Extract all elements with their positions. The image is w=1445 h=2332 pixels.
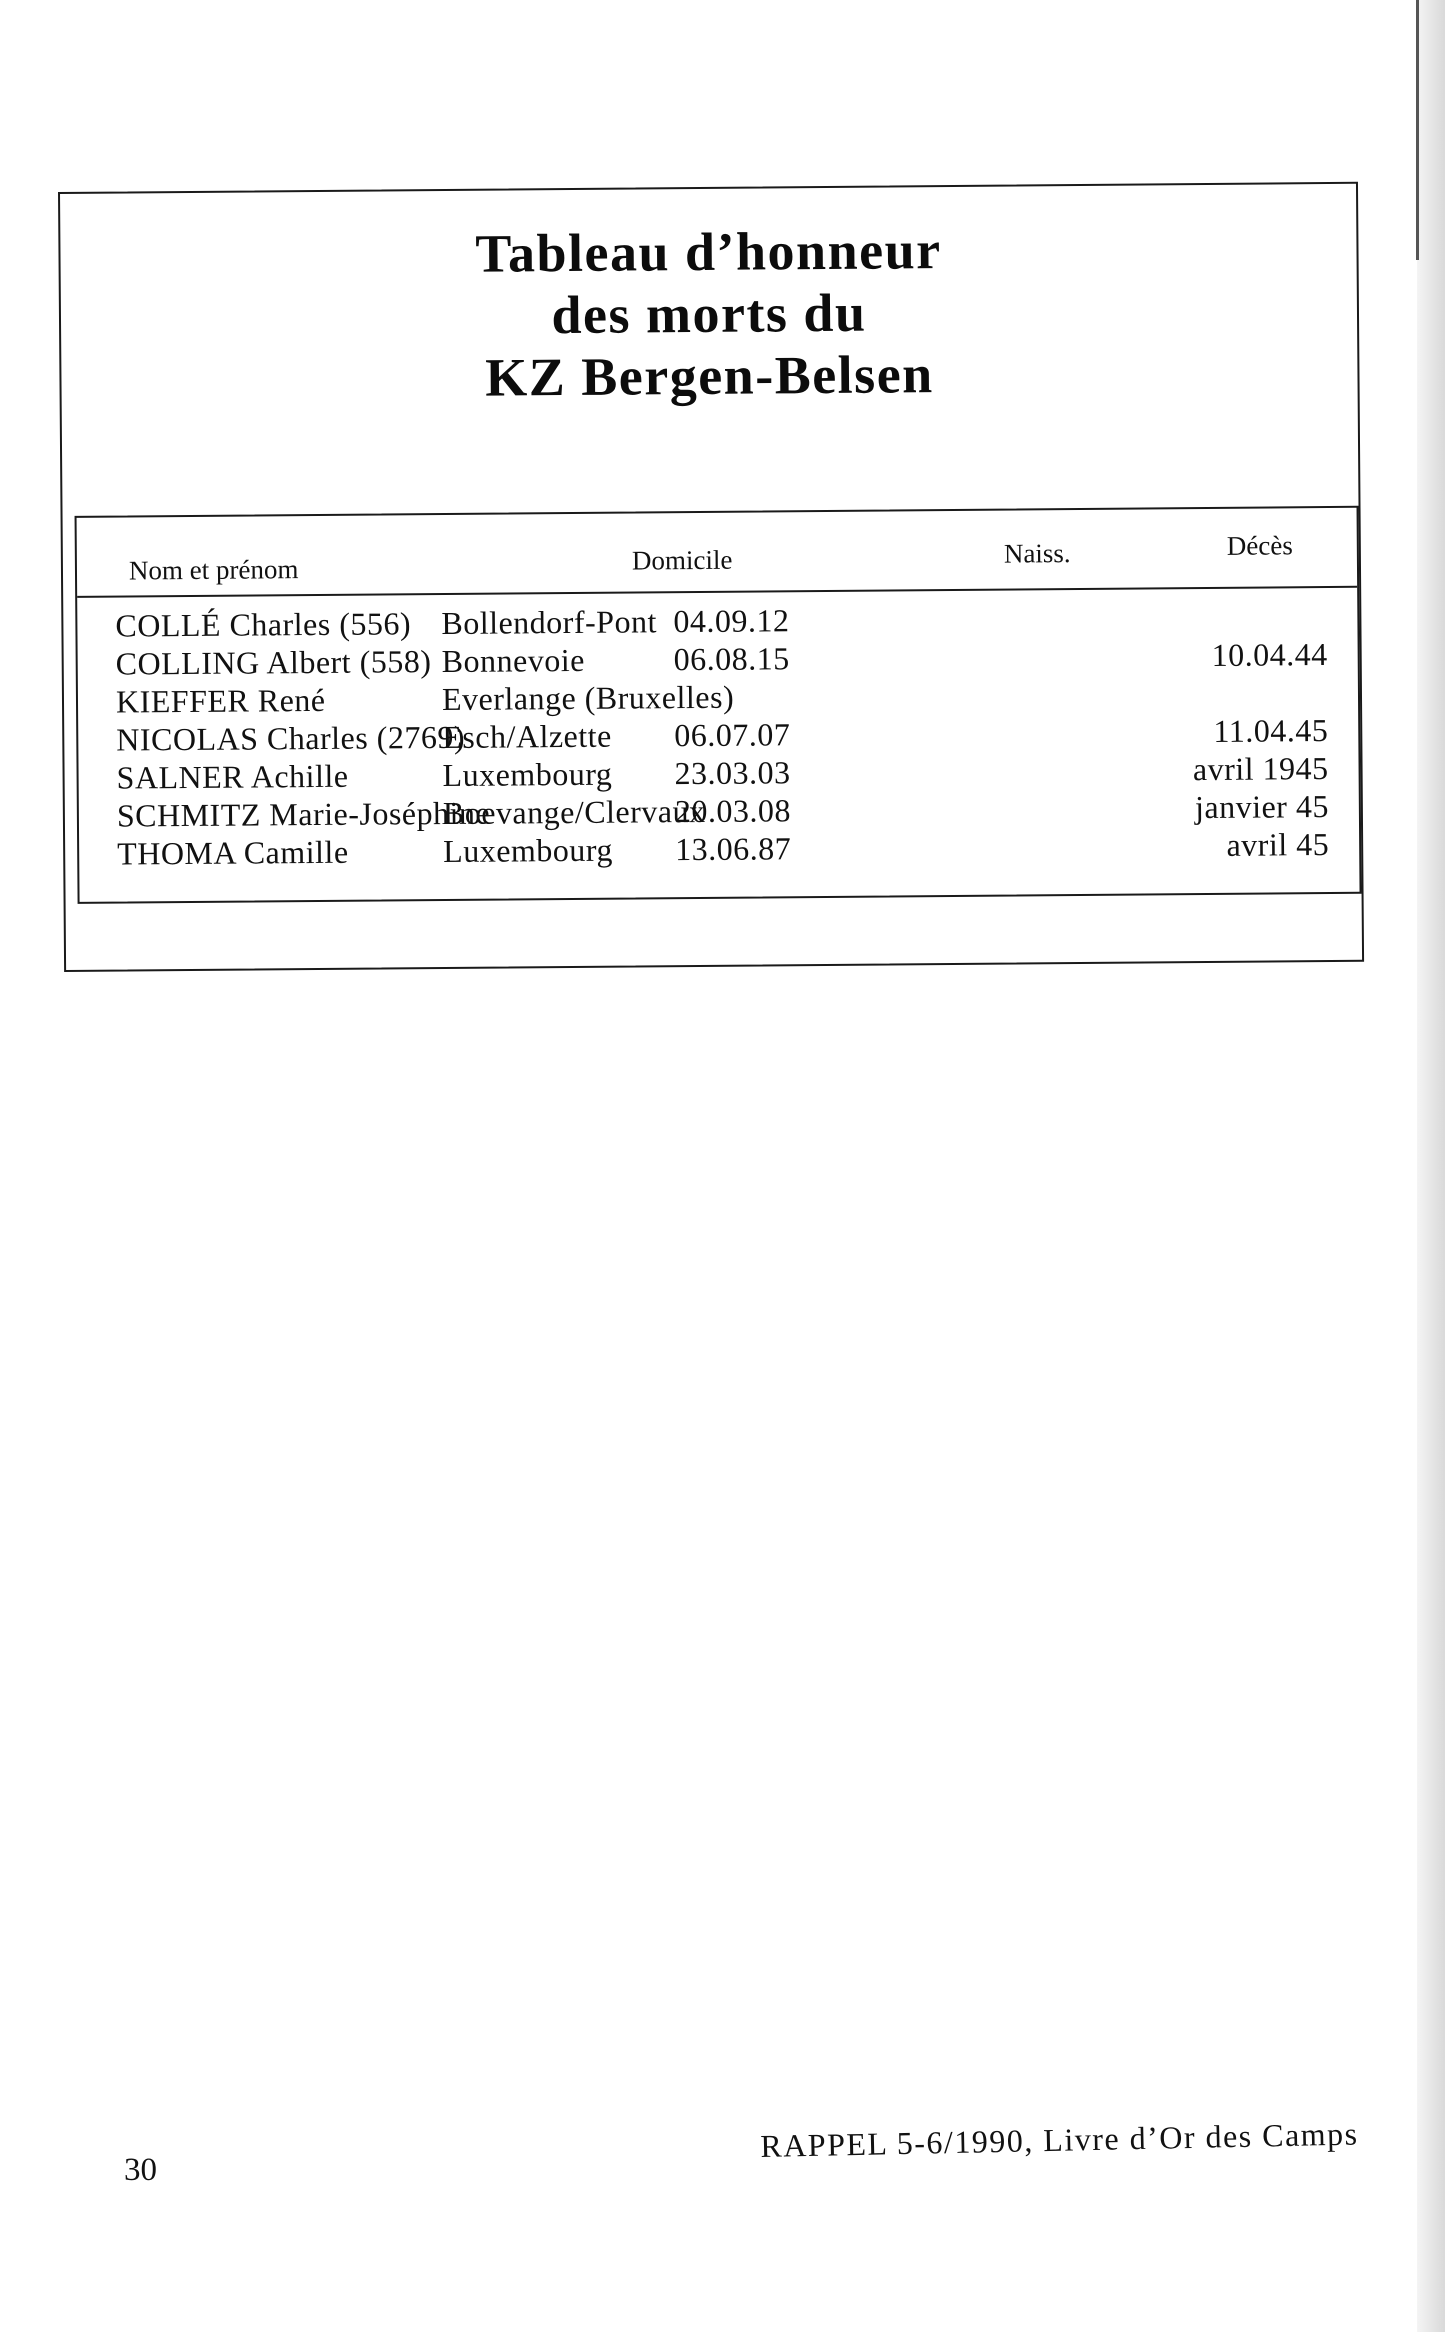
honor-roll-box xyxy=(58,182,1364,972)
cell-name: SALNER Achille xyxy=(116,757,349,796)
cell-name: KIEFFER René xyxy=(115,681,326,720)
cell-domicile: Everlange (Bruxelles) xyxy=(441,678,735,717)
source-citation: RAPPEL 5-6/1990, Livre d’Or des Camps xyxy=(760,2115,1359,2164)
cell-deces: 11.04.45 xyxy=(1213,712,1329,749)
title-block xyxy=(60,216,1357,412)
cell-domicile: Luxembourg xyxy=(443,831,614,869)
cell-name: COLLÉ Charles (556) xyxy=(115,605,412,644)
honor-table xyxy=(75,506,1362,904)
cell-naiss: 13.06.87 xyxy=(675,830,792,868)
cell-domicile: Boevange/Clervaux xyxy=(442,792,706,831)
cell-naiss: 06.08.15 xyxy=(673,640,790,678)
page-number: 30 xyxy=(124,2152,157,2188)
cell-domicile: Bonnevoie xyxy=(441,641,585,680)
page-edge xyxy=(1417,0,1445,2332)
title-line-3: KZ Bergen-Belsen xyxy=(485,344,934,408)
title-line-1: Tableau d’honneur xyxy=(475,220,942,284)
cell-naiss: 20.03.08 xyxy=(674,792,792,830)
cell-name: SCHMITZ Marie-Joséphine xyxy=(116,794,491,834)
cell-naiss: 06.07.07 xyxy=(674,716,791,754)
cell-domicile: Bollendorf-Pont xyxy=(441,603,658,642)
header-domicile: Domicile xyxy=(631,544,733,576)
cell-naiss: 23.03.03 xyxy=(674,754,791,792)
cell-domicile: Esch/Alzette xyxy=(442,717,612,755)
cell-name: COLLING Albert (558) xyxy=(115,643,432,682)
table-body xyxy=(77,598,1357,872)
cell-naiss: 04.09.12 xyxy=(673,602,790,640)
cell-deces: avril 1945 xyxy=(1192,750,1329,788)
header-name: Nom et prénom xyxy=(128,554,299,586)
cell-deces: 10.04.44 xyxy=(1211,636,1328,673)
cell-deces: janvier 45 xyxy=(1194,788,1330,826)
cell-name: NICOLAS Charles (2769) xyxy=(116,718,466,758)
cell-deces: avril 45 xyxy=(1226,826,1330,863)
page-edge-line xyxy=(1416,0,1419,260)
table-header xyxy=(77,508,1358,598)
header-deces: Décès xyxy=(1226,530,1293,561)
cell-name: THOMA Camille xyxy=(117,833,349,872)
cell-domicile: Luxembourg xyxy=(442,755,613,793)
title-line-2: des morts du xyxy=(551,282,867,346)
header-naiss: Naiss. xyxy=(1003,538,1071,569)
